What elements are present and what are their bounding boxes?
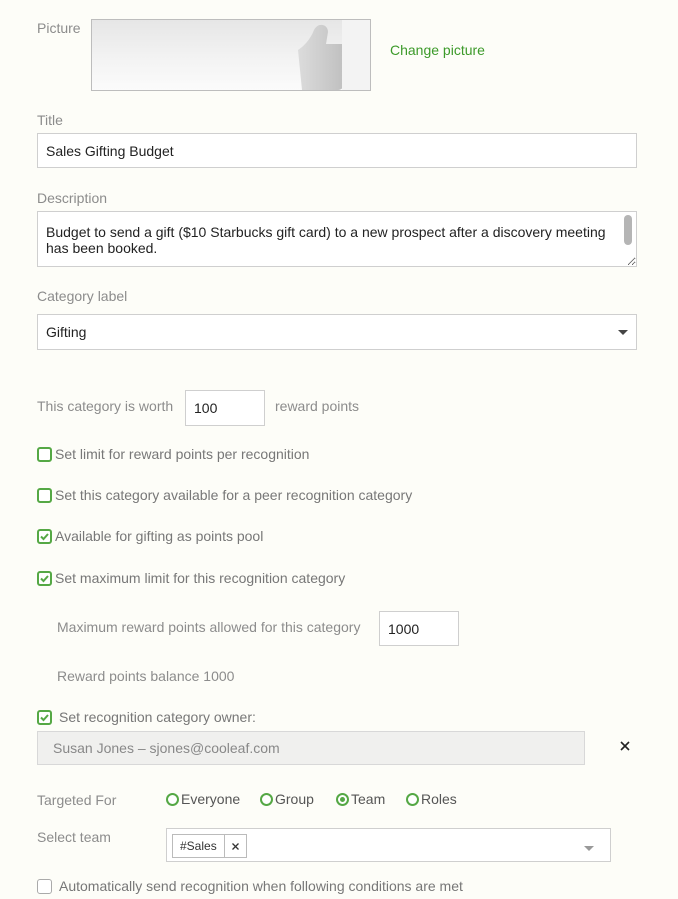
option-peer-recognition[interactable] bbox=[37, 487, 412, 503]
checkbox-checked[interactable] bbox=[37, 710, 52, 725]
option-category-owner[interactable] bbox=[37, 709, 256, 725]
option-auto-send[interactable] bbox=[37, 878, 463, 894]
option-label: Set limit for reward points per recognition bbox=[55, 446, 310, 462]
radio-everyone[interactable] bbox=[166, 791, 240, 807]
reward-balance: Reward points balance 1000 bbox=[57, 668, 235, 684]
select-team-label: Select team bbox=[37, 829, 111, 845]
close-icon bbox=[231, 842, 240, 851]
description-label: Description bbox=[37, 190, 108, 206]
worth-suffix: reward points bbox=[275, 398, 360, 414]
picture-label: Picture bbox=[37, 20, 81, 36]
option-max-limit[interactable] bbox=[37, 570, 345, 586]
category-select[interactable] bbox=[37, 314, 637, 350]
category-picture bbox=[91, 19, 371, 91]
team-tag-label: #Sales bbox=[180, 839, 217, 853]
checkbox-checked[interactable] bbox=[37, 529, 52, 544]
max-limit-label: Maximum reward points allowed for this category bbox=[57, 619, 361, 635]
worth-points-input[interactable] bbox=[185, 390, 265, 426]
option-gifting-points-pool[interactable] bbox=[37, 528, 263, 544]
checkbox[interactable] bbox=[37, 879, 52, 894]
chevron-down-icon bbox=[584, 846, 594, 851]
team-select[interactable] bbox=[166, 828, 611, 862]
option-label: Available for gifting as points pool bbox=[55, 528, 264, 544]
max-limit-input[interactable] bbox=[379, 611, 459, 646]
radio-button[interactable] bbox=[166, 793, 179, 806]
radio-button[interactable] bbox=[260, 793, 273, 806]
checkbox[interactable] bbox=[37, 488, 52, 503]
description-textarea[interactable] bbox=[37, 211, 637, 267]
radio-label: Group bbox=[275, 791, 314, 807]
worth-prefix: This category is worth bbox=[37, 398, 174, 414]
auto-send-label: Automatically send recognition when following conditions are met bbox=[59, 878, 463, 894]
option-label: Set this category available for a peer recognition category bbox=[55, 487, 413, 503]
owner-label: Set recognition category owner: bbox=[59, 709, 256, 725]
category-select-value: Gifting bbox=[46, 324, 87, 340]
radio-button-selected[interactable] bbox=[336, 793, 349, 806]
targeted-for-label: Targeted For bbox=[37, 792, 117, 808]
checkbox-checked[interactable] bbox=[37, 571, 52, 586]
owner-value: Susan Jones – sjones@cooleaf.com bbox=[53, 740, 280, 756]
radio-dot bbox=[340, 797, 345, 802]
radio-button[interactable] bbox=[406, 793, 419, 806]
close-icon bbox=[618, 739, 632, 753]
check-icon bbox=[39, 531, 50, 542]
option-label: Set maximum limit for this recognition category bbox=[55, 570, 346, 586]
clear-owner-button[interactable] bbox=[618, 739, 632, 753]
check-icon bbox=[39, 573, 50, 584]
category-label: Category label bbox=[37, 288, 128, 304]
radio-group[interactable] bbox=[260, 791, 314, 807]
chevron-down-icon bbox=[618, 330, 628, 335]
title-input[interactable] bbox=[37, 133, 637, 168]
checkbox[interactable] bbox=[37, 447, 52, 462]
owner-field[interactable] bbox=[37, 731, 585, 765]
description-scrollbar[interactable] bbox=[624, 215, 632, 245]
option-limit-per-recognition[interactable] bbox=[37, 446, 309, 462]
thumbs-up-image bbox=[92, 20, 371, 91]
change-picture-link[interactable]: Change picture bbox=[390, 42, 485, 58]
radio-team[interactable] bbox=[336, 791, 385, 807]
radio-label: Team bbox=[351, 791, 386, 807]
radio-roles[interactable] bbox=[406, 791, 457, 807]
radio-label: Everyone bbox=[181, 791, 241, 807]
radio-label: Roles bbox=[421, 791, 457, 807]
check-icon bbox=[39, 712, 50, 723]
team-tag bbox=[172, 834, 247, 858]
title-label: Title bbox=[37, 112, 63, 128]
remove-tag-button[interactable] bbox=[224, 835, 246, 857]
